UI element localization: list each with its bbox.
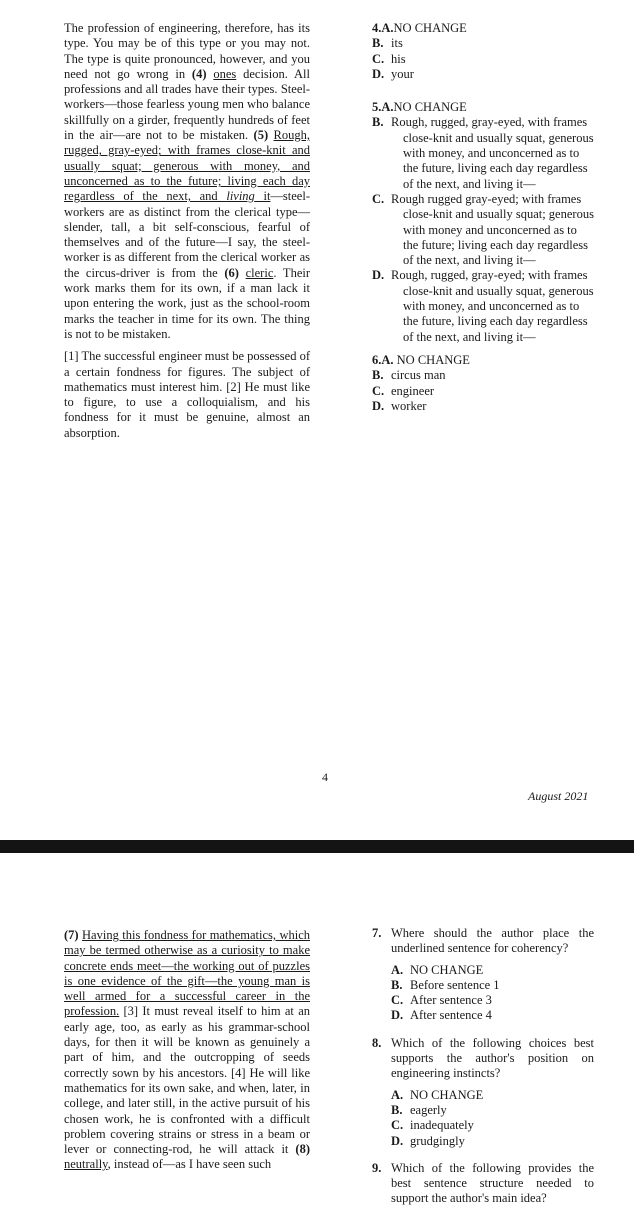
passage-text: , instead of—as I have seen such — [107, 1157, 272, 1172]
passage-column — [64, 21, 310, 448]
option-row[interactable] — [372, 115, 594, 191]
option-row[interactable] — [372, 368, 594, 383]
passage-column — [64, 928, 310, 1180]
question-5 — [372, 100, 594, 345]
option-label: D. — [391, 1133, 404, 1148]
question-ref-5[interactable]: (5) — [253, 128, 269, 143]
passage-text: The profession of engineering, therefore, has its type. You may be of this type or you may not. The type is quite pronounced, however, and you need not go wrong in — [64, 21, 310, 81]
page-2 — [0, 853, 634, 1206]
option-row[interactable] — [391, 978, 594, 993]
option-label: A. — [391, 1087, 404, 1102]
question-text: Where should the author place the underlined sentence for coherency? — [391, 926, 594, 956]
option-row[interactable] — [372, 384, 594, 399]
option-text: NO CHANGE — [396, 352, 470, 367]
option-row[interactable] — [372, 21, 594, 36]
question-ref-6[interactable]: (6) — [224, 265, 239, 280]
option-text: Rough, rugged, gray-eyed; with frames close-knit and usually squat, generous with money, and unconcerned as to the future, living each day regardless of the next, and living it— — [391, 268, 594, 344]
question-4 — [372, 21, 594, 82]
option-row[interactable] — [391, 993, 594, 1008]
question-number: 4. — [372, 21, 382, 35]
option-text: its — [391, 36, 403, 51]
underlined-segment-7[interactable]: Having this fondness for mathematics, which may be termed otherwise as a curiosity to make concrete ends meet—the working out of puzzles is one evidence of the gift—the young man is well armed for a successful career in the profession. — [64, 928, 311, 1019]
option-label: B. — [372, 115, 384, 130]
option-row[interactable] — [372, 399, 594, 414]
passage-text: decision. All professions and all trades have their types. Steel-workers—those fearless young men who balance skillfully on a girder, frequently hundreds of feet in the air—are not to be mistaken. — [64, 66, 311, 143]
option-label: C. — [372, 383, 385, 398]
question-stem — [372, 926, 594, 957]
underlined-segment-8[interactable]: neutrally — [64, 1157, 108, 1172]
option-text: your — [391, 66, 414, 81]
option-label: C. — [372, 51, 385, 66]
option-label: D. — [372, 268, 385, 283]
option-row[interactable] — [391, 1103, 594, 1118]
options-list — [372, 963, 594, 1024]
questions-column — [372, 21, 594, 421]
question-number: 9. — [372, 1160, 382, 1175]
option-row[interactable] — [391, 1118, 594, 1133]
underlined-text: it — [254, 189, 271, 204]
question-6 — [372, 353, 594, 414]
option-row[interactable] — [372, 100, 594, 115]
option-label: D. — [372, 398, 385, 413]
question-ref-7[interactable]: (7) — [64, 928, 79, 942]
question-text: Which of the following choices best supports the author's position on engineering instincts? — [391, 1035, 594, 1081]
question-number: 5. — [372, 100, 382, 115]
option-text: worker — [391, 398, 427, 413]
option-row[interactable] — [391, 1134, 594, 1149]
underlined-text: Rough, rugged, gray-eyed; with frames close-knit and usually squat; generous with money, and unconcerned as to the future; living each day regardless of the next, and — [64, 128, 311, 204]
option-text: Rough, rugged, gray-eyed, with frames close-knit and usually squat, generous with money, and unconcerned as to the future, living each day regardless of the next, and living it— — [391, 115, 594, 191]
option-text: his — [391, 51, 406, 66]
option-row[interactable] — [372, 268, 594, 344]
question-number: 8. — [372, 1035, 382, 1050]
questions-column — [372, 926, 594, 1214]
option-label: B. — [391, 1102, 403, 1117]
option-label: A. — [381, 21, 394, 35]
option-label: C. — [391, 993, 404, 1008]
passage-text: . Their work marks them for its own, if a man lack it upon entering the work, just as the school-room marks the teacher in time for its own. The thing is not to be mistaken. — [64, 265, 311, 341]
footer-date: August 2021 — [528, 789, 589, 803]
question-number: 6. — [372, 352, 382, 367]
underlined-segment-4[interactable]: ones — [213, 66, 237, 81]
option-text: eagerly — [410, 1102, 447, 1117]
option-row[interactable] — [391, 963, 594, 978]
option-label: C. — [391, 1118, 404, 1133]
option-text: grudgingly — [410, 1133, 465, 1148]
passage-paragraph-1 — [64, 21, 310, 342]
option-text: Rough rugged gray-eyed; with frames close-knit and usually squat; generous with money and unconcerned as to the future; living each day regardless of the next, and living it— — [391, 191, 594, 268]
option-text: After sentence 4 — [410, 1008, 492, 1023]
option-row[interactable] — [372, 36, 594, 51]
option-row[interactable] — [372, 52, 594, 67]
question-ref-4[interactable]: (4) — [191, 66, 207, 81]
option-text: engineer — [391, 383, 435, 398]
option-row[interactable] — [391, 1088, 594, 1103]
question-7 — [372, 926, 594, 1024]
option-label: B. — [372, 36, 384, 51]
option-row[interactable] — [372, 192, 594, 268]
question-ref-8[interactable]: (8) — [295, 1142, 310, 1157]
option-row[interactable] — [372, 353, 594, 368]
option-text: circus man — [391, 368, 446, 383]
passage-paragraph-2: [1] The successful engineer must be possessed of a certain fondness for figures. The subject of mathematics must interest him. [2] He must like to figure, to use a colloquialism, and his fondness for it must be genuine, almost an absorption. — [64, 349, 310, 440]
option-label: A. — [381, 352, 394, 367]
option-text: NO CHANGE — [393, 21, 467, 35]
option-label: C. — [372, 191, 385, 206]
passage-text: [3] It must reveal itself to him at an early age, too, as early as his grammar-school days, for then it will be known as genuinely a part of him, and the outcropping of seeds correctly sown by his ancestors. [4] He will like mathematics for its own sake, and when, later, in college, and later still, in the active pursuit of his chosen work, he is confronted with a difficult problem covering strains or stress in a beam or lever or connecting-rod, he will attack it — [64, 1004, 310, 1157]
question-9 — [372, 1161, 594, 1207]
option-label: D. — [391, 1008, 404, 1023]
option-row[interactable] — [372, 67, 594, 82]
italic-word: living — [226, 189, 255, 204]
underlined-segment-6[interactable]: cleric — [245, 265, 274, 280]
option-label: B. — [372, 368, 384, 383]
passage-text: —steel-workers are as distinct from the clerical type—slender, tall, a bit self-conscious, fearful of themselves and of the future—I say, the steel-worker is as different from the clerical worker as the circus-driver is from the — [64, 189, 310, 280]
option-text: NO CHANGE — [410, 1087, 484, 1102]
option-text: NO CHANGE — [393, 100, 467, 115]
question-stem — [372, 1161, 594, 1207]
question-number: 7. — [372, 926, 382, 940]
option-label: B. — [391, 977, 403, 992]
question-stem — [372, 1036, 594, 1082]
option-row[interactable] — [391, 1008, 594, 1023]
option-text: NO CHANGE — [410, 962, 484, 977]
option-label: A. — [391, 962, 404, 977]
page-number: 4 — [322, 770, 328, 784]
page-divider — [0, 840, 634, 853]
option-label: D. — [372, 66, 385, 81]
question-text: Which of the following provides the best sentence structure needed to support the author's main idea? — [391, 1160, 594, 1206]
option-text: After sentence 3 — [410, 993, 492, 1008]
options-list — [372, 1088, 594, 1149]
option-text: Before sentence 1 — [410, 977, 500, 992]
option-text: inadequately — [410, 1118, 474, 1133]
question-8 — [372, 1036, 594, 1149]
passage-paragraph-3 — [64, 928, 310, 1173]
option-label: A. — [381, 100, 394, 115]
